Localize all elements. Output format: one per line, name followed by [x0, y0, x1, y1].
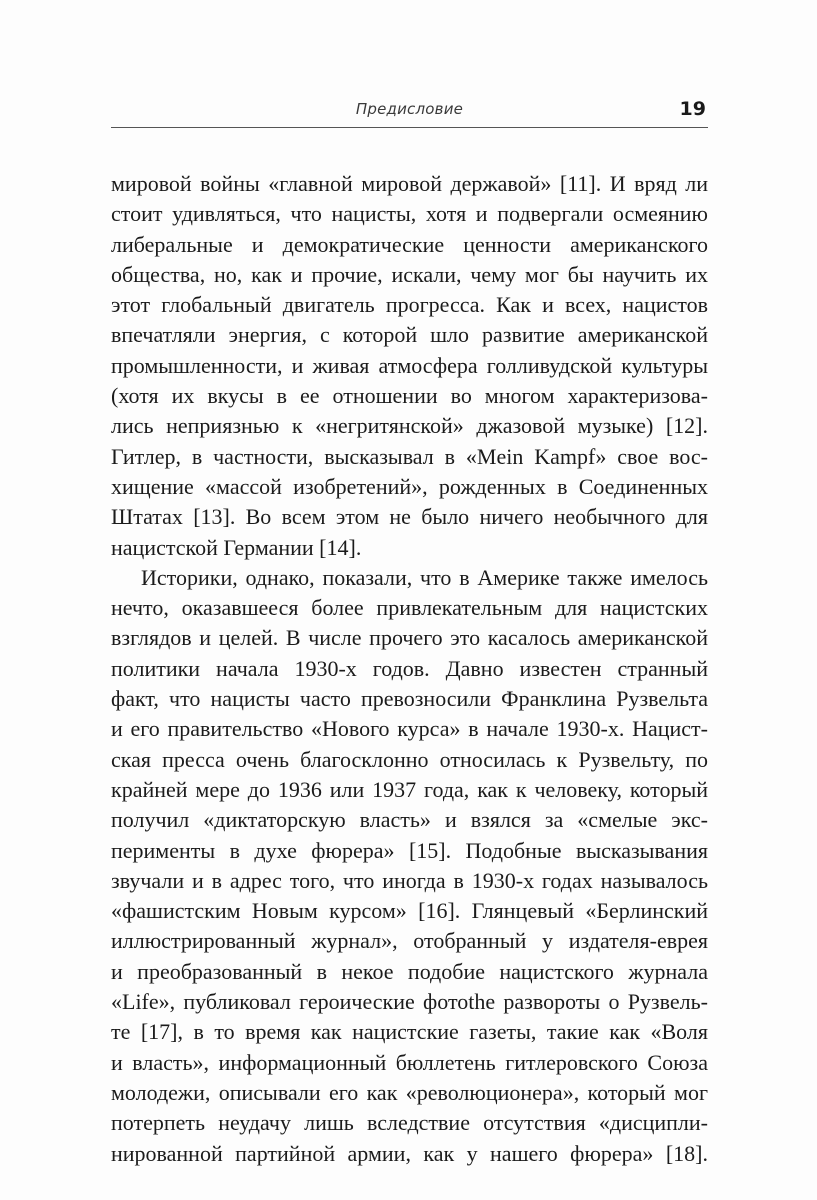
text-line: те [17], в то время как нацистские газеты, такие как «Воля: [111, 1019, 708, 1045]
text-line: «фашистским Новым курсом» [16]. Глянцевый «Берлинский: [111, 898, 708, 924]
text-line: и власть», информационный бюллетень гитлеровского Союза: [111, 1049, 708, 1075]
text-line: крайней мере до 1936 или 1937 года, как к человеку, который: [111, 776, 708, 802]
text-line: и его правительство «Нового курса» в начале 1930-х. Нацист-: [111, 716, 708, 742]
running-title: Предисловие: [355, 100, 464, 118]
text-line: хищение «массой изобретений», рожденных в Соединенных: [111, 473, 708, 499]
text-line: Штатах [13]. Во всем этом не было ничего необычного для: [111, 504, 708, 530]
text-line: Гитлер, в частности, высказывал в «Mein Kampf» свое вос-: [111, 443, 708, 469]
running-header: [111, 98, 708, 130]
text-line: этот глобальный двигатель прогресса. Как и всех, нацистов: [111, 292, 708, 318]
text-line: (хотя их вкусы в ее отношении во многом характеризова-: [111, 383, 708, 409]
text-line: нированной партийной армии, как у нашего фюрера» [18].: [111, 1140, 708, 1166]
text-line: молодежи, описывали его как «революционера», который мог: [111, 1079, 708, 1105]
text-line: Историки, однако, показали, что в Америке также имелось: [141, 564, 708, 590]
text-line: и преобразованный в некое подобие нацистского журнала: [111, 958, 708, 984]
text-line: нечто, оказавшееся более привлекательным для нацистских: [111, 595, 708, 621]
text-line: потерпеть неудачу лишь вследствие отсутствия «дисципли-: [111, 1110, 708, 1136]
text-line: перименты в духе фюрера» [15]. Подобные высказывания: [111, 837, 708, 863]
body-text: [111, 169, 708, 1169]
text-line: общества, но, как и прочие, искали, чему мог бы научить их: [111, 261, 708, 287]
text-line: впечатляли энергия, с которой шло развитие американской: [111, 322, 708, 348]
header-rule: [111, 127, 708, 128]
text-line: получил «диктаторскую власть» и взялся за «смелые экс-: [111, 807, 708, 833]
text-line: либеральные и демократические ценности американского: [111, 231, 708, 257]
text-line: лись неприязнью к «негритянской» джазовой музыке) [12].: [111, 413, 708, 439]
text-line: звучали и в адрес того, что иногда в 1930-х годах называлось: [111, 867, 708, 893]
text-line: промышленности, и живая атмосфера голливудской культуры: [111, 352, 708, 378]
text-line: нацистской Германии [14].: [111, 534, 362, 560]
page-number: 19: [679, 98, 706, 120]
text-line: мировой войны «главной мировой державой» [11]. И вряд ли: [111, 171, 708, 196]
text-line: стоит удивляться, что нацисты, хотя и подвергали осмеянию: [111, 201, 708, 227]
text-line: политики начала 1930-х годов. Давно известен странный: [111, 655, 708, 681]
text-line: факт, что нацисты часто превозносили Франклина Рузвельта: [111, 686, 708, 712]
text-line: ская пресса очень благосклонно относилась к Рузвельту, по: [111, 746, 708, 772]
text-line: взглядов и целей. В числе прочего это касалось американской: [111, 625, 708, 651]
text-line: «Life», публиковал героические фотоthe развороты о Рузвель-: [111, 989, 708, 1015]
text-line: иллюстрированный журнал», отобранный у издателя-еврея: [111, 928, 708, 954]
